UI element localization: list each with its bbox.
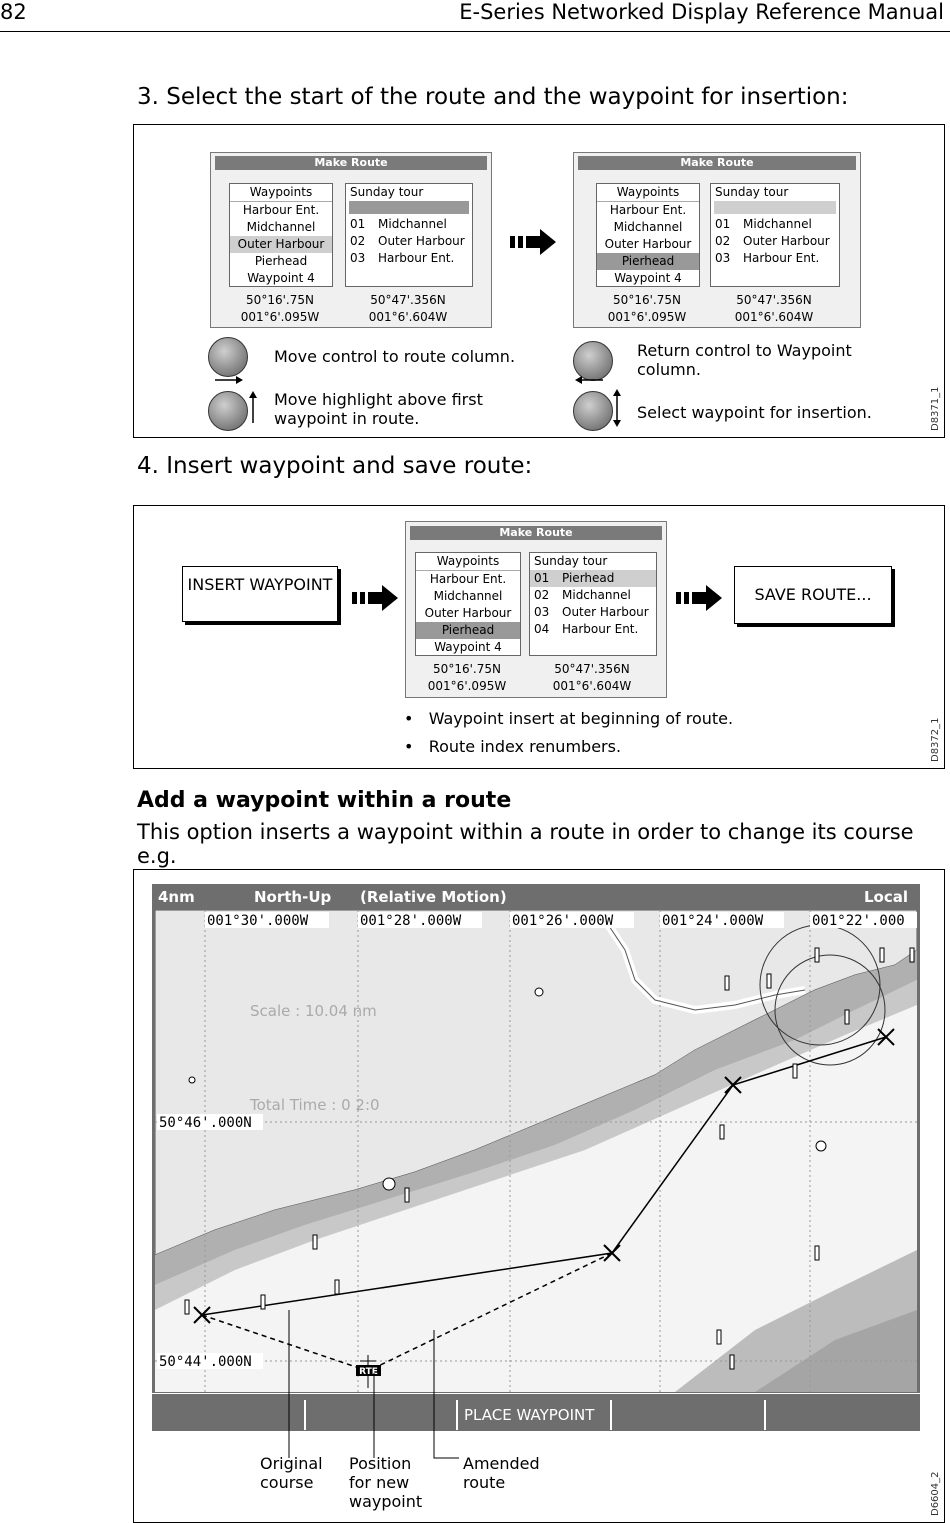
waypoint-list <box>596 183 700 287</box>
double-arrow-icon <box>510 227 558 257</box>
route-insert-slot[interactable] <box>714 201 836 214</box>
step3-figure <box>133 124 945 438</box>
lat-label: 50°44'.000N <box>159 1354 252 1370</box>
list-item[interactable]: Waypoint 4 <box>434 640 502 654</box>
step4-figure <box>133 505 945 769</box>
bullet-item: • Waypoint insert at beginning of route. <box>404 709 734 728</box>
list-item[interactable]: 03 Harbour Ent. <box>350 251 455 265</box>
latitude: 50°47'.356N <box>554 662 630 676</box>
lon-label: 001°28'.000W <box>360 913 462 929</box>
longitude: 001°6'.095W <box>427 679 507 693</box>
callout-original-course: Original course <box>260 1454 323 1492</box>
list-item[interactable]: Midchannel <box>246 220 316 234</box>
list-item[interactable]: Outer Harbour <box>604 237 692 251</box>
route-header: Sunday tour <box>534 554 608 568</box>
longitude: 001°6'.095W <box>607 310 687 324</box>
panel-title: Make Route <box>578 156 856 170</box>
waypoint-list <box>415 552 521 656</box>
save-route-button[interactable]: SAVE ROUTE... <box>734 566 892 624</box>
list-item[interactable]: 01 Pierhead <box>530 570 656 587</box>
panel-title: Make Route <box>215 156 487 170</box>
waypoint-list <box>229 183 333 287</box>
list-item[interactable]: Pierhead <box>254 254 308 268</box>
route-header: Sunday tour <box>715 185 789 199</box>
list-item[interactable]: Pierhead <box>597 253 699 270</box>
caption-return-control: Return control to Waypoint column. <box>637 341 852 379</box>
list-item[interactable]: Waypoint 4 <box>614 271 682 285</box>
arrow-up-icon <box>248 391 258 425</box>
trackpad-icon <box>208 391 248 431</box>
callout-amended-route: Amended route <box>463 1454 540 1492</box>
waypoints-header: Waypoints <box>597 184 699 202</box>
double-arrow-icon <box>352 583 400 613</box>
list-item[interactable]: Outer Harbour <box>424 606 512 620</box>
list-item[interactable]: 02 Outer Harbour <box>715 234 830 248</box>
list-item[interactable]: Midchannel <box>613 220 683 234</box>
list-item[interactable]: Harbour Ent. <box>242 203 320 217</box>
list-item[interactable]: 03 Harbour Ent. <box>715 251 820 265</box>
list-item[interactable]: 04 Harbour Ent. <box>534 622 639 636</box>
arrow-left-icon <box>574 375 604 385</box>
make-route-panel <box>405 521 667 698</box>
rte-marker-label: RTE <box>359 1367 378 1377</box>
latitude: 50°16'.75N <box>613 293 681 307</box>
waypoints-header: Waypoints <box>230 184 332 202</box>
lat-label: 50°46'.000N <box>159 1115 252 1131</box>
list-item[interactable]: Harbour Ent. <box>609 203 687 217</box>
waypoints-header: Waypoints <box>416 553 520 571</box>
latitude: 50°16'.75N <box>246 293 314 307</box>
orientation-label: North-Up <box>254 888 332 906</box>
figure-id: D6604_2 <box>930 1471 941 1516</box>
list-item[interactable]: Outer Harbour <box>230 236 332 253</box>
motion-label: (Relative Motion) <box>360 888 507 906</box>
longitude: 001°6'.604W <box>552 679 632 693</box>
route-insert-slot[interactable] <box>349 201 469 214</box>
list-item[interactable]: 01 Midchannel <box>350 217 447 231</box>
longitude: 001°6'.095W <box>240 310 320 324</box>
make-route-panel-left <box>210 152 492 328</box>
figure-id: D8371_1 <box>930 386 941 431</box>
caption-move-control: Move control to route column. <box>274 347 516 366</box>
make-route-panel-right <box>573 152 861 328</box>
list-item[interactable]: 02 Outer Harbour <box>350 234 465 248</box>
page-number: 82 <box>0 0 27 24</box>
bullet-item: • Route index renumbers. <box>404 737 622 756</box>
list-item[interactable]: 02 Midchannel <box>534 588 631 602</box>
total-time-text: Total Time : 0 2:0 <box>250 1096 380 1114</box>
arrow-up-down-icon <box>612 389 622 427</box>
list-item[interactable]: Pierhead <box>416 622 520 639</box>
step3-heading: 3. Select the start of the route and the waypoint for insertion: <box>137 84 849 110</box>
manual-title: E-Series Networked Display Reference Manual <box>459 0 944 24</box>
panel-title: Make Route <box>410 526 662 540</box>
insert-waypoint-button[interactable]: INSERT WAYPOINT <box>182 566 338 622</box>
caption-select-waypoint: Select waypoint for insertion. <box>637 403 872 422</box>
lon-label: 001°22'.000 <box>812 913 905 929</box>
longitude: 001°6'.604W <box>368 310 448 324</box>
list-item[interactable]: Harbour Ent. <box>429 572 507 586</box>
chart-figure <box>133 869 945 1523</box>
latitude: 50°47'.356N <box>736 293 812 307</box>
scale-text: Scale : 10.04 nm <box>250 1002 377 1020</box>
route-list <box>345 183 473 287</box>
time-mode-label: Local <box>863 888 908 906</box>
callout-lines <box>134 870 944 1522</box>
list-item[interactable]: Midchannel <box>433 589 503 603</box>
trackpad-icon <box>208 337 248 377</box>
arrow-right-icon <box>214 375 244 385</box>
softkey-label: PLACE WAYPOINT <box>464 1406 595 1424</box>
section-heading: Add a waypoint within a route <box>137 788 512 813</box>
callout-new-waypoint: Position for new waypoint <box>349 1454 423 1511</box>
header-rule <box>0 31 950 32</box>
route-header: Sunday tour <box>350 185 424 199</box>
list-item[interactable]: 03 Outer Harbour <box>534 605 649 619</box>
trackpad-icon <box>573 391 613 431</box>
list-item[interactable]: Waypoint 4 <box>247 271 315 285</box>
longitude: 001°6'.604W <box>734 310 814 324</box>
route-list <box>710 183 840 287</box>
list-item[interactable]: 01 Midchannel <box>715 217 812 231</box>
lon-label: 001°24'.000W <box>662 913 764 929</box>
figure-id: D8372_1 <box>930 717 941 762</box>
step4-heading: 4. Insert waypoint and save route: <box>137 453 533 479</box>
double-arrow-icon <box>676 583 724 613</box>
route-list <box>529 552 657 656</box>
section-paragraph: This option inserts a waypoint within a route in order to change its course e.g. <box>137 820 914 868</box>
latitude: 50°16'.75N <box>433 662 501 676</box>
caption-move-highlight: Move highlight above first waypoint in route. <box>274 390 483 428</box>
lon-label: 001°30'.000W <box>207 913 309 929</box>
range-label: 4nm <box>158 888 195 906</box>
lon-label: 001°26'.000W <box>512 913 614 929</box>
latitude: 50°47'.356N <box>370 293 446 307</box>
